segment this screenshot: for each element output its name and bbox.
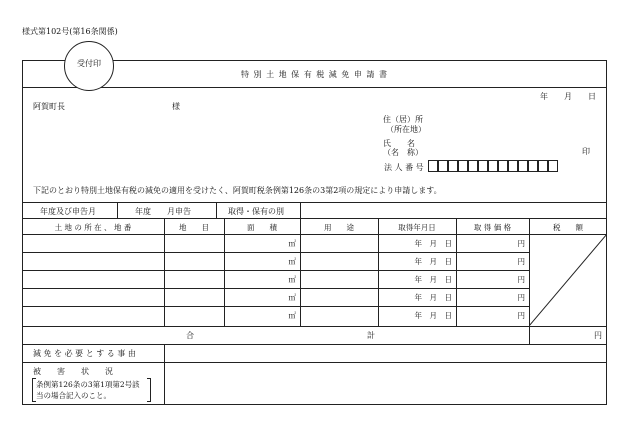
reason-div <box>164 344 165 405</box>
corp-number-box[interactable] <box>498 160 508 172</box>
corp-number-box[interactable] <box>438 160 448 172</box>
address-label: 住（居）所 <box>383 115 423 124</box>
seal-mark: 印 <box>582 147 590 156</box>
header-acquired-date: 取得年月日 <box>398 223 436 232</box>
header-tax: 税 額 <box>553 223 583 232</box>
year-field[interactable]: 年度 <box>135 207 151 216</box>
price-unit[interactable]: 円 <box>517 275 525 284</box>
price-unit[interactable]: 円 <box>517 257 525 266</box>
damage-note-2: 当の場合記入のこと。 <box>36 391 111 400</box>
rule-total-top <box>22 326 607 327</box>
rule-row4-top <box>22 288 529 289</box>
area-unit[interactable]: ㎡ <box>288 293 296 302</box>
area-unit[interactable]: ㎡ <box>288 311 296 320</box>
damage-label: 被 害 状 況 <box>33 367 113 376</box>
header-purpose: 用 途 <box>324 223 354 232</box>
acquired-date-field[interactable]: 年 月 日 <box>414 293 452 302</box>
rule-header-top <box>22 218 607 219</box>
year-label: 年度及び申告月 <box>40 207 96 216</box>
header-price: 取 得 価 格 <box>473 223 512 232</box>
corp-number-label: 法 人 番 号 <box>384 163 424 172</box>
name-sub-label: （名 称） <box>383 148 423 157</box>
col-div-3 <box>300 218 301 326</box>
year-div-1 <box>117 202 118 218</box>
acquired-date-field[interactable]: 年 月 日 <box>414 257 452 266</box>
year-div-3 <box>300 202 301 218</box>
rule-row3-top <box>22 270 529 271</box>
corp-number-box[interactable] <box>448 160 458 172</box>
form-number: 様式第102号(第16条関係) <box>22 27 118 36</box>
corp-number-box[interactable] <box>428 160 438 172</box>
rule-year-top <box>22 202 607 203</box>
header-area: 面 積 <box>247 223 277 232</box>
damage-note-1: 条例第126条の3第1項第2号該 <box>36 380 140 389</box>
corp-number-box[interactable] <box>548 160 558 172</box>
acquired-date-field[interactable]: 年 月 日 <box>414 239 452 248</box>
reception-stamp-label: 受付印 <box>77 59 101 68</box>
rule-reason-top <box>22 344 607 345</box>
corp-number-box[interactable] <box>508 160 518 172</box>
corp-number-box[interactable] <box>528 160 538 172</box>
date-field[interactable]: 年 月 日 <box>540 92 596 101</box>
rule-row2-top <box>22 252 529 253</box>
statement: 下記のとおり特別土地保有税の減免の適用を受けたく、阿賀町税条例第126条の3第2項の規定により申請します。 <box>33 186 442 195</box>
corp-number-box[interactable] <box>488 160 498 172</box>
total-label: 合 <box>186 331 194 340</box>
total-unit: 円 <box>594 331 602 340</box>
title-rule <box>22 87 607 88</box>
acquisition-type-label: 取得・保有の別 <box>228 207 284 216</box>
bracket-right <box>147 378 151 402</box>
acquired-date-field[interactable]: 年 月 日 <box>414 311 452 320</box>
addressee: 阿賀町長 <box>33 102 65 111</box>
rule-row1-top <box>22 234 607 235</box>
year-div-2 <box>216 202 217 218</box>
header-land-category: 地 目 <box>179 223 209 232</box>
header-location: 土 地 の 所 在 、 地 番 <box>54 223 132 232</box>
acquired-date-field[interactable]: 年 月 日 <box>414 275 452 284</box>
col-div-1 <box>164 218 165 326</box>
rule-row5-top <box>22 306 529 307</box>
corp-number-box[interactable] <box>458 160 468 172</box>
area-unit[interactable]: ㎡ <box>288 275 296 284</box>
reason-label: 減 免 を 必 要 と す る 事 由 <box>33 349 136 358</box>
price-unit[interactable]: 円 <box>517 311 525 320</box>
corp-number-box[interactable] <box>478 160 488 172</box>
form-title: 特 別 土 地 保 有 税 減 免 申 請 書 <box>241 70 388 79</box>
corp-number-box[interactable] <box>468 160 478 172</box>
price-unit[interactable]: 円 <box>517 293 525 302</box>
rule-damage-top <box>22 362 607 363</box>
area-unit[interactable]: ㎡ <box>288 257 296 266</box>
price-unit[interactable]: 円 <box>517 239 525 248</box>
tax-diagonal <box>529 234 607 326</box>
corp-number-box[interactable] <box>518 160 528 172</box>
honorific: 様 <box>172 102 180 111</box>
corp-number-box[interactable] <box>538 160 548 172</box>
month-field[interactable]: 月申告 <box>167 207 191 216</box>
name-label: 氏 名 <box>383 139 415 148</box>
total-label-2: 計 <box>367 331 375 340</box>
area-unit[interactable]: ㎡ <box>288 239 296 248</box>
reception-stamp <box>64 41 114 91</box>
address-sub-label: （所在地） <box>386 125 426 134</box>
